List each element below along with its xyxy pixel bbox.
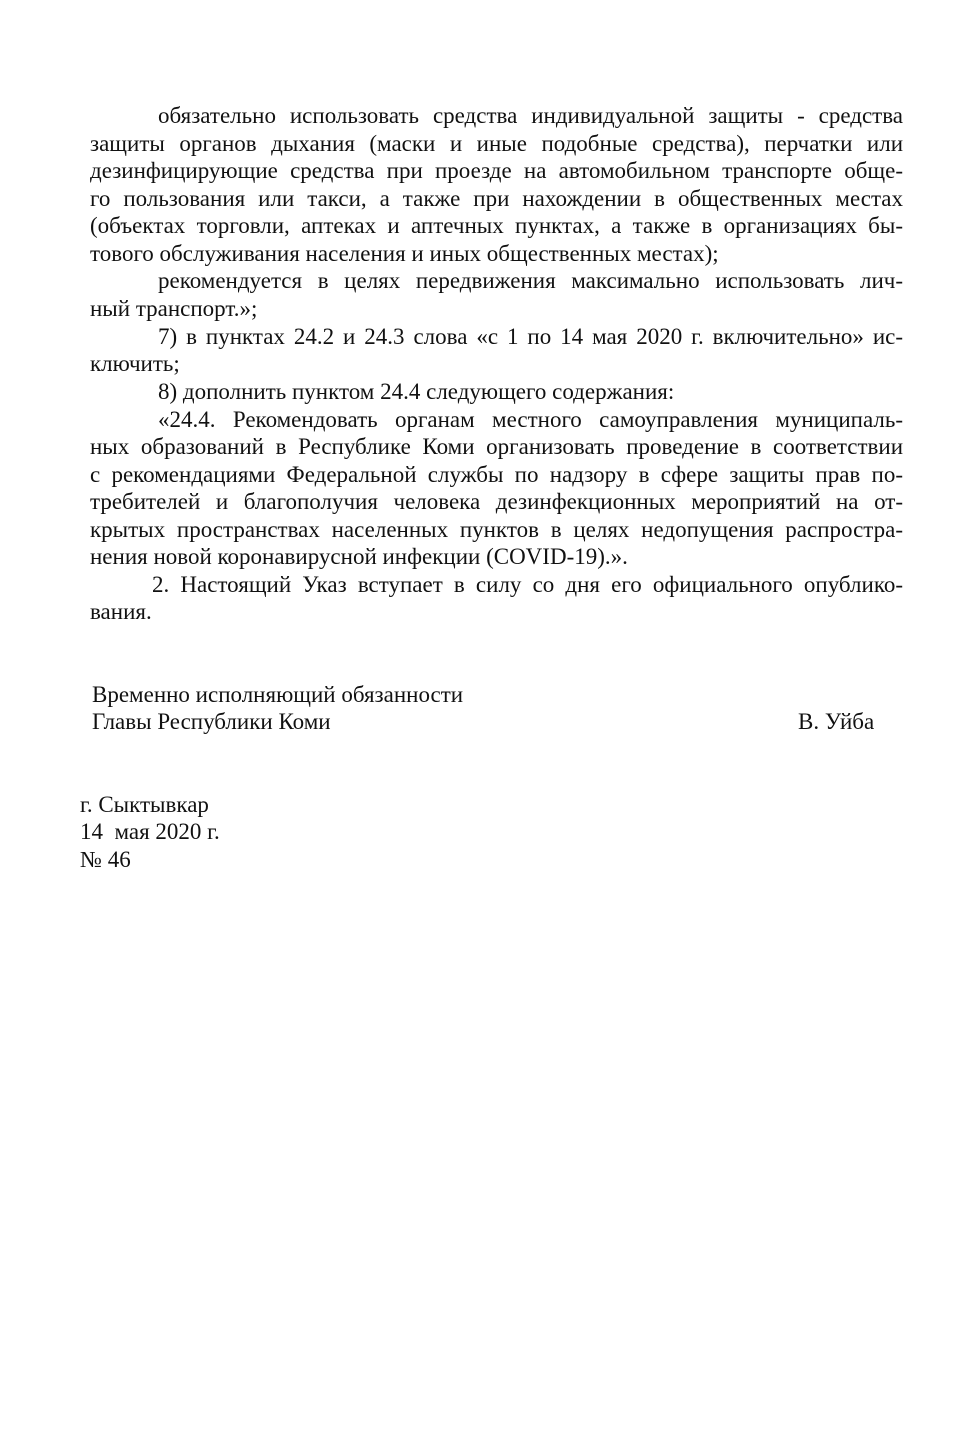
text-line: «24.4. Рекомендовать органам местного самоуправления муниципаль-: [158, 407, 903, 432]
text-line: дезинфицирующие средства при проезде на автомобильном транспорте обще-: [90, 158, 903, 183]
issue-city: г. Сыктывкар: [80, 792, 209, 817]
text-line: защиты органов дыхания (маски и иные подобные средства), перчатки или: [90, 131, 903, 156]
decree-number: № 46: [80, 847, 131, 872]
text-line: ный транспорт.»;: [90, 296, 258, 321]
text-line: ключить;: [90, 351, 180, 376]
text-line: ных образований в Республике Коми организовать проведение в соответствии: [90, 434, 903, 459]
text-line: вания.: [90, 599, 152, 624]
issue-date: 14 мая 2020 г.: [80, 819, 220, 844]
text-line: 8) дополнить пунктом 24.4 следующего содержания:: [158, 379, 675, 404]
signatory-position-line2: Главы Республики Коми: [92, 709, 331, 734]
text-line: го пользования или такси, а также при нахождении в общественных местах: [90, 186, 903, 211]
text-line: с рекомендациями Федеральной службы по надзору в сфере защиты прав по-: [90, 462, 903, 487]
text-line: требителей и благополучия человека дезинфекционных мероприятий на от-: [90, 489, 903, 514]
text-line: 2. Настоящий Указ вступает в силу со дня его официального опублико-: [152, 572, 903, 597]
text-line: нения новой коронавирусной инфекции (COVID-19).».: [90, 544, 628, 569]
text-line: рекомендуется в целях передвижения максимально использовать лич-: [158, 268, 903, 293]
text-line: тового обслуживания населения и иных общественных местах);: [90, 241, 719, 266]
text-line: обязательно использовать средства индивидуальной защиты - средства: [158, 103, 903, 128]
text-line: 7) в пунктах 24.2 и 24.3 слова «с 1 по 14 мая 2020 г. включительно» ис-: [158, 324, 903, 349]
text-line: крытых пространствах населенных пунктов в целях недопущения распростра-: [90, 517, 903, 542]
signatory-position-line1: Временно исполняющий обязанности: [92, 682, 464, 707]
signatory-name: В. Уйба: [798, 709, 875, 734]
text-line: (объектах торговли, аптеках и аптечных пунктах, а также в организациях бы-: [90, 213, 903, 238]
